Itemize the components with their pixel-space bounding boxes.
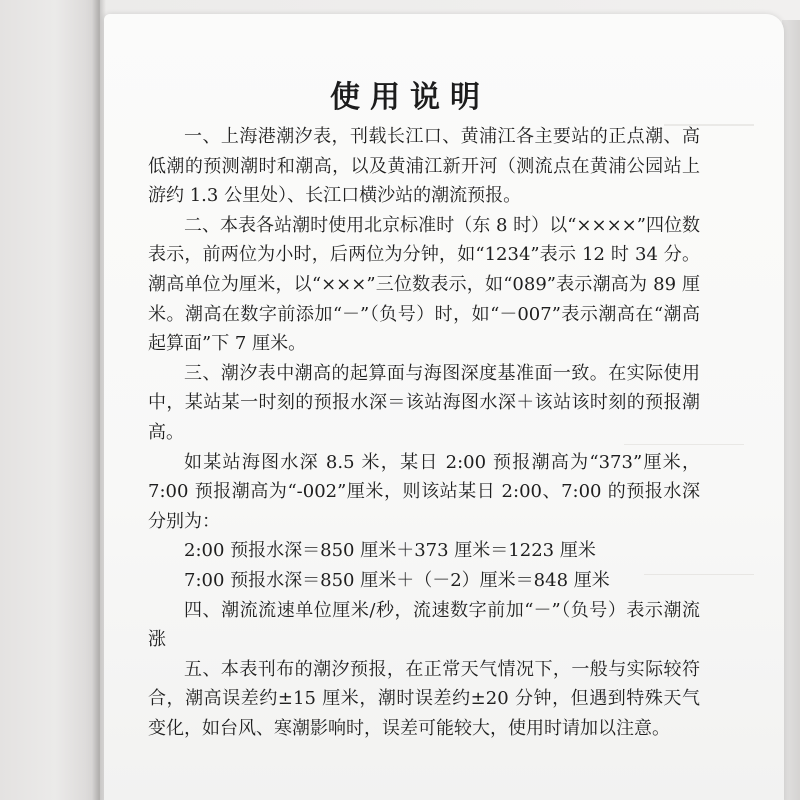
paragraph-4: 四、潮流流速单位厘米/秒，流速数字前加“－”（负号）表示潮流涨 xyxy=(148,599,700,651)
example-line-1: 2:00 预报水深＝850 厘米＋373 厘米＝1223 厘米 xyxy=(184,540,596,562)
instructions-body xyxy=(148,122,700,743)
page-title: 使用说明 xyxy=(330,80,490,115)
paragraph-2: 二、本表各站潮时使用北京标准时（东 8 时）以“××××”四位数表示，前两位为小时，后两位为分钟，如“1234”表示 12 时 34 分。潮高单位为厘米，以“×××”三位数表示，如“089”表示潮高为 89 厘米。潮高在数字前添加“－”（负号）时，如“－007”表示潮高在“潮高起算面”下 7 厘米。 xyxy=(148,214,700,355)
example-line-2: 7:00 预报水深＝850 厘米＋（－2）厘米＝848 厘米 xyxy=(184,569,610,591)
paragraph-5: 五、本表刊布的潮汐预报，在正常天气情况下，一般与实际较符合，潮高误差约±15 厘米，潮时误差约±20 分钟，但遇到特殊天气变化，如台风、寒潮影响时，误差可能较大，使用时请加以注意。 xyxy=(148,658,700,739)
page-edge xyxy=(782,20,800,800)
paragraph-1: 一、上海港潮汐表，刊载长江口、黄浦江各主要站的正点潮、高低潮的预测潮时和潮高，以及黄浦江新开河（测流点在黄浦公园站上游约 1.3 公里处）、长江口横沙站的潮流预报。 xyxy=(148,126,700,207)
paragraph-3: 三、潮汐表中潮高的起算面与海图深度基准面一致。在实际使用中，某站某一时刻的预报水深＝该站海图水深＋该站该时刻的预报潮高。 xyxy=(148,362,700,443)
paragraph-example: 如某站海图水深 8.5 米，某日 2:00 预报潮高为“373”厘米，7:00 预报潮高为“-002”厘米，则该站某日 2:00、7:00 的预报水深分别为： xyxy=(148,451,700,532)
left-page xyxy=(0,0,100,800)
